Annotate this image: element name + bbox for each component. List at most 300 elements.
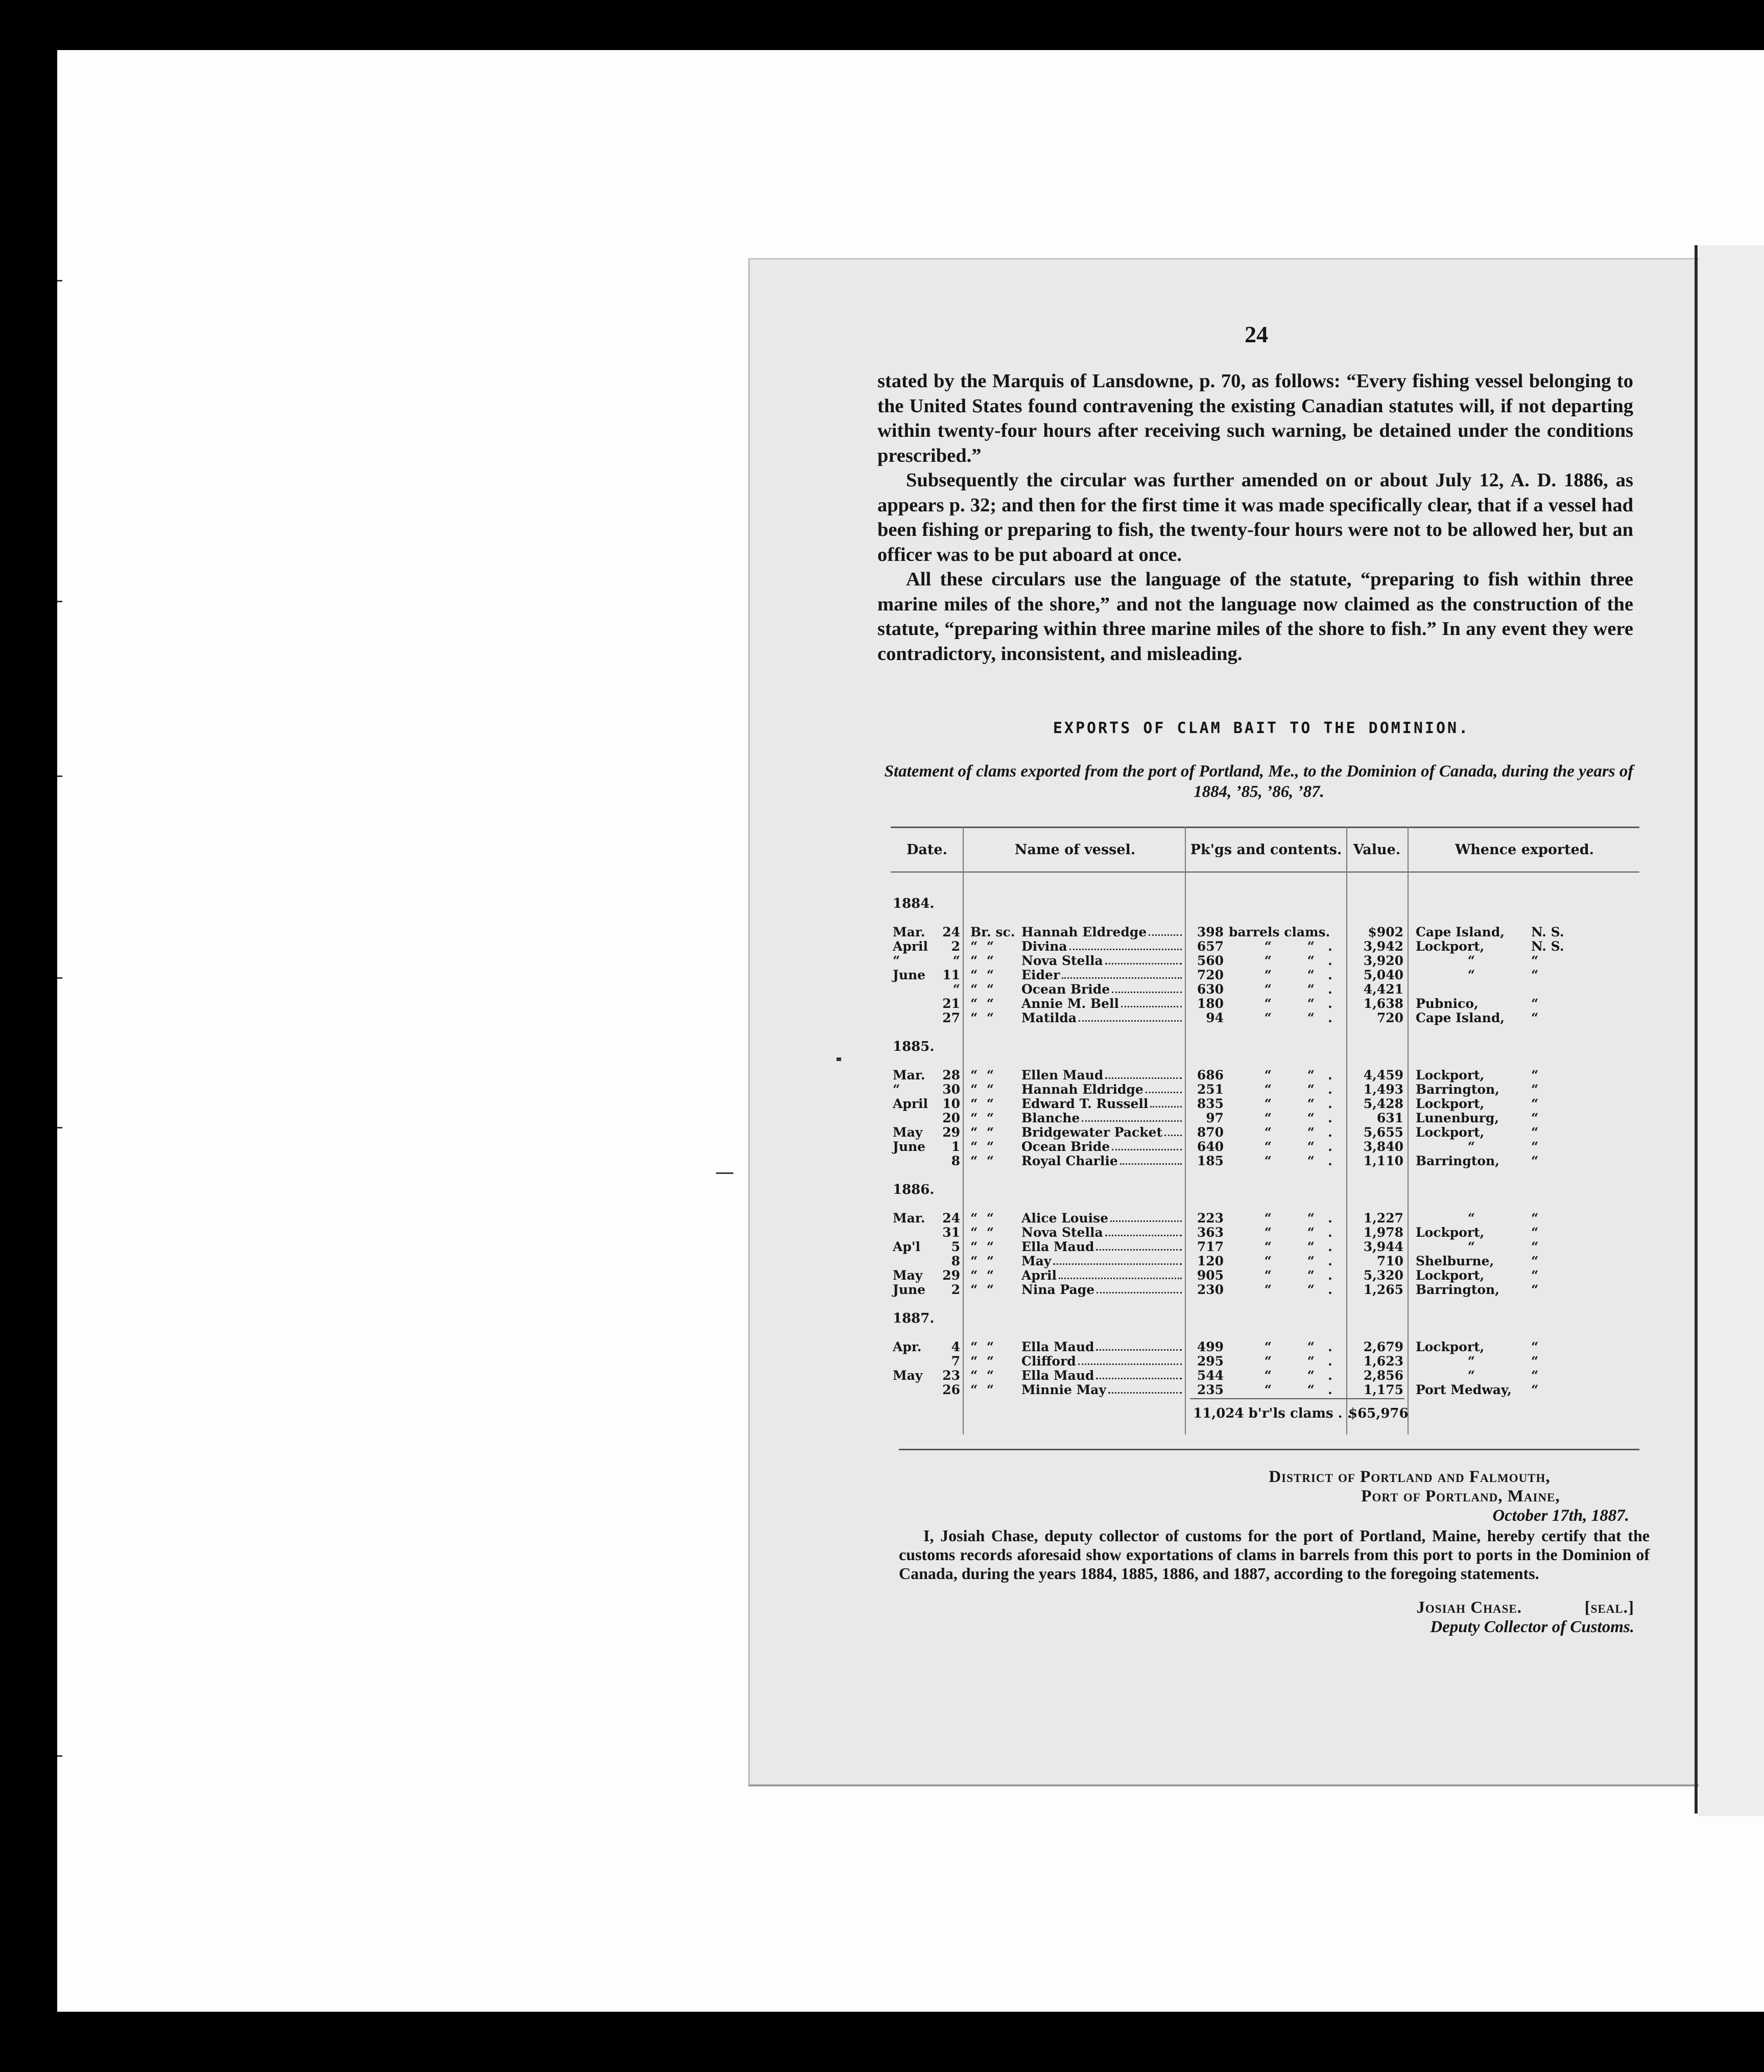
row-spacer (1193, 1326, 1344, 1340)
row-rig: “ “ (970, 1111, 994, 1125)
body-text (877, 369, 1633, 666)
row-vessel-name: Ocean Bride (1021, 982, 1110, 997)
row-contents (1193, 1097, 1344, 1111)
row-province: “ (1531, 1139, 1539, 1154)
row-date (893, 968, 960, 982)
row-packages: 544 (1197, 1368, 1224, 1383)
leader-dots (1108, 1383, 1182, 1394)
leader-dots (1105, 1068, 1182, 1079)
row-whence (1416, 1068, 1640, 1082)
row-vessel (970, 997, 1184, 1011)
leader-dots (1146, 1082, 1182, 1093)
row-contents-text: “ “ . (1229, 1082, 1332, 1097)
date-column (893, 897, 960, 1397)
header-value: Value. (1353, 842, 1401, 858)
row-vessel (970, 1125, 1184, 1140)
row-contents-text: “ “ . (1229, 1239, 1332, 1254)
row-spacer (893, 911, 960, 925)
row-contents (1193, 1340, 1344, 1354)
row-spacer (893, 1025, 960, 1040)
row-port: “ (1467, 1368, 1475, 1383)
row-date (893, 982, 960, 997)
year-label: 1884. (893, 896, 935, 911)
row-spacer (1348, 1297, 1403, 1311)
row-rig: “ “ (970, 1068, 994, 1082)
row-port: Barrington, (1416, 1082, 1499, 1097)
row-port: Shelburne, (1416, 1254, 1494, 1268)
certificate-text: I, Josiah Chase, deputy collector of customs for the port of Portland, Maine, hereby certify that the customs records aforesaid show exportations of clams in barrels from this port to ports in the Dominion of Canada, during the years 1884, 1885, 1886, and 1887, according to the foregoing statements. (899, 1526, 1650, 1583)
row-vessel (970, 1340, 1184, 1354)
leader-dots (1096, 1240, 1182, 1251)
row-month: April (893, 1096, 928, 1111)
row-day: 31 (942, 1225, 960, 1240)
row-spacer (893, 1326, 960, 1340)
row-port: Lunenburg, (1416, 1111, 1499, 1125)
row-vessel-name: Ellen Maud (1021, 1068, 1104, 1082)
row-value: 3,944 (1363, 1239, 1403, 1254)
leader-dots (1121, 997, 1182, 1007)
row-day: 24 (942, 1211, 960, 1226)
column-divider (1408, 827, 1409, 1434)
row-rig: “ “ (970, 1211, 994, 1226)
row-contents-text: “ “ . (1229, 1211, 1332, 1226)
row-vessel (970, 1082, 1184, 1097)
row-contents (1193, 925, 1344, 939)
row-vessel-name: Hannah Eldredge (1021, 925, 1147, 939)
row-whence (1416, 997, 1640, 1011)
row-value: 1,227 (1363, 1211, 1403, 1226)
row-vessel (970, 954, 1184, 968)
row-port: Lockport, (1416, 1068, 1485, 1082)
row-vessel-name: Ella Maud (1021, 1239, 1094, 1254)
row-contents-text: “ “ . (1229, 1254, 1332, 1268)
row-packages: 97 (1206, 1111, 1224, 1125)
row-vessel (970, 1097, 1184, 1111)
row-month: Mar. (893, 1211, 925, 1226)
row-date (893, 1082, 960, 1097)
row-value: 1,265 (1363, 1282, 1403, 1297)
row-rig: “ “ (970, 1382, 994, 1397)
row-day: 1 (951, 1139, 960, 1154)
value-column (1348, 897, 1403, 1397)
row-vessel (970, 1268, 1184, 1283)
row-value: 2,679 (1363, 1339, 1403, 1354)
leader-dots (1112, 982, 1182, 993)
leader-dots (1096, 1283, 1182, 1293)
row-province: “ (1531, 1239, 1539, 1254)
row-spacer (893, 1168, 960, 1183)
leader-dots (1150, 1097, 1182, 1108)
row-whence (1416, 925, 1640, 939)
row-vessel (970, 1154, 1184, 1168)
row-packages: 870 (1197, 1125, 1224, 1140)
row-province: “ (1531, 1354, 1539, 1369)
row-day: 24 (942, 925, 960, 939)
row-date (893, 997, 960, 1011)
row-spacer (1348, 897, 1403, 911)
row-month (893, 1383, 942, 1397)
row-port: “ (1467, 1354, 1475, 1369)
edge-mark (57, 1755, 62, 1757)
row-contents (1193, 1111, 1344, 1125)
row-value: 710 (1376, 1254, 1403, 1268)
row-contents (1193, 1154, 1344, 1168)
row-date (893, 1068, 960, 1082)
row-month: May (893, 1125, 923, 1140)
row-contents-text: “ “ . (1229, 996, 1332, 1011)
leader-dots (1112, 1140, 1182, 1150)
row-vessel-name: Nova Stella (1021, 953, 1103, 968)
row-rig: “ “ (970, 1125, 994, 1140)
table-top-rule (891, 827, 1639, 828)
row-whence (1416, 1211, 1640, 1226)
row-spacer (1416, 1054, 1640, 1068)
row-vessel-name: Alice Louise (1021, 1211, 1109, 1226)
row-vessel (970, 1254, 1184, 1268)
row-month (893, 1226, 942, 1240)
row-spacer (1193, 1040, 1344, 1054)
row-vessel-name: April (1021, 1268, 1057, 1283)
row-contents (1193, 1125, 1344, 1140)
row-value: 5,320 (1363, 1268, 1403, 1283)
row-month: June (893, 968, 926, 982)
row-spacer (893, 1197, 960, 1211)
row-vessel (970, 1068, 1184, 1082)
row-spacer (970, 1183, 1184, 1197)
row-spacer (893, 1054, 960, 1068)
row-day: 10 (942, 1096, 960, 1111)
row-contents-text: “ “ . (1229, 1339, 1332, 1354)
leader-dots (1079, 1011, 1182, 1022)
row-contents-text: “ “ . (1229, 1139, 1332, 1154)
row-date (893, 1154, 960, 1168)
page-number: 24 (1245, 321, 1268, 347)
leader-dots (1105, 1226, 1182, 1236)
row-spacer (1348, 911, 1403, 925)
row-packages: 235 (1197, 1382, 1224, 1397)
row-value: 1,175 (1363, 1382, 1403, 1397)
row-contents-text: “ “ . (1229, 1096, 1332, 1111)
row-province: “ (1531, 1211, 1539, 1226)
row-date (893, 1140, 960, 1154)
row-packages: 120 (1197, 1254, 1224, 1268)
row-port: “ (1467, 1239, 1475, 1254)
row-vessel-name: Ocean Bride (1021, 1139, 1110, 1154)
row-value: 3,920 (1363, 953, 1403, 968)
row-date (893, 1383, 960, 1397)
row-contents-text: “ “ . (1229, 1068, 1332, 1082)
table-bottom-rule (899, 1449, 1639, 1450)
row-contents (1193, 982, 1344, 997)
row-spacer (1193, 1183, 1344, 1197)
row-packages: 185 (1197, 1153, 1224, 1168)
row-packages: 717 (1197, 1239, 1224, 1254)
leader-dots (1059, 1268, 1182, 1279)
row-rig: “ “ (970, 1339, 994, 1354)
leader-dots (1110, 1211, 1182, 1222)
row-day: 20 (942, 1111, 960, 1125)
row-spacer (1348, 1183, 1403, 1197)
row-date (893, 1240, 960, 1254)
row-vessel (970, 1011, 1184, 1025)
row-contents (1193, 1283, 1344, 1297)
row-contents-text: “ “ . (1229, 1354, 1332, 1369)
row-contents (1193, 1354, 1344, 1369)
row-spacer (1416, 1297, 1640, 1311)
row-date (893, 1369, 960, 1383)
row-whence (1416, 1226, 1640, 1240)
row-spacer (1348, 1311, 1403, 1326)
row-whence (1416, 1082, 1640, 1097)
row-packages: 905 (1197, 1268, 1224, 1283)
edge-mark (57, 280, 62, 281)
row-rig: “ “ (970, 939, 994, 954)
row-vessel-name: Ella Maud (1021, 1339, 1094, 1354)
row-spacer (1193, 1025, 1344, 1040)
row-vessel (970, 1226, 1184, 1240)
row-contents (1193, 1082, 1344, 1097)
row-day: “ (952, 953, 960, 968)
row-province: “ (1531, 1125, 1539, 1140)
row-spacer (1193, 1197, 1344, 1211)
table-subtitle: Statement of clams exported from the port of Portland, Me., to the Dominion of Canada, during the years of 1884, ’85, ’86, ’87. (884, 762, 1634, 801)
row-date (893, 1354, 960, 1369)
row-contents (1193, 954, 1344, 968)
row-rig: “ “ (970, 1368, 994, 1383)
row-vessel (970, 1354, 1184, 1369)
row-value: 1,110 (1363, 1153, 1403, 1168)
row-province: “ (1531, 968, 1539, 982)
row-province: “ (1531, 1096, 1539, 1111)
row-vessel-name: Bridgewater Packet (1021, 1125, 1163, 1140)
row-contents (1193, 997, 1344, 1011)
row-province: N. S. (1531, 939, 1564, 954)
row-contents-text: “ “ . (1229, 1282, 1332, 1297)
row-value: 4,459 (1363, 1068, 1403, 1082)
row-port: Barrington, (1416, 1282, 1499, 1297)
row-contents-text: barrels clams. (1229, 925, 1330, 939)
row-province: “ (1531, 1282, 1539, 1297)
column-divider (1185, 827, 1186, 1434)
row-port: Lockport, (1416, 939, 1485, 954)
row-month (893, 997, 942, 1011)
row-day: 11 (942, 968, 960, 982)
row-rig: “ “ (970, 1282, 994, 1297)
row-port: Pubnico, (1416, 996, 1479, 1011)
row-vessel (970, 939, 1184, 954)
row-vessel-name: Minnie May (1021, 1382, 1107, 1397)
row-whence (1416, 1340, 1640, 1354)
row-contents (1193, 1383, 1344, 1397)
row-packages: 499 (1197, 1339, 1224, 1354)
row-month: June (893, 1139, 926, 1154)
row-spacer (1416, 1168, 1640, 1183)
row-value: 631 (1376, 1111, 1403, 1125)
signer-title: Deputy Collector of Customs. (1430, 1618, 1634, 1636)
row-spacer (970, 1054, 1184, 1068)
row-date (893, 1254, 960, 1268)
row-contents-text: “ “ . (1229, 1153, 1332, 1168)
paragraph: All these circulars use the language of the statute, “preparing to fish within three marine miles of the shore,” and not the language now claimed as the construction of the statute, “preparing within three marine miles of the shore to fish.” In any event they were contradictory, inconsistent, and misleading. (877, 569, 1633, 665)
row-vessel-name: Nina Page (1021, 1282, 1095, 1297)
row-rig: “ “ (970, 1354, 994, 1369)
row-vessel-name: Hannah Eldridge (1021, 1082, 1143, 1097)
row-day: 21 (942, 996, 960, 1011)
row-rig: Br. sc. (970, 925, 1015, 939)
row-day: 23 (942, 1368, 960, 1383)
row-packages: 223 (1197, 1211, 1224, 1226)
row-whence (1416, 1097, 1640, 1111)
row-day: 2 (951, 939, 960, 954)
row-contents-text: “ “ . (1229, 1382, 1332, 1397)
leader-dots (1164, 1125, 1182, 1136)
row-vessel-name: May (1021, 1254, 1052, 1268)
row-whence (1416, 982, 1640, 997)
row-spacer (970, 1326, 1184, 1340)
row-value: 3,840 (1363, 1139, 1403, 1154)
header-date: Date. (907, 842, 947, 858)
row-province: N. S. (1531, 925, 1564, 939)
row-spacer (1416, 897, 1640, 911)
row-date (893, 1011, 960, 1025)
row-vessel (970, 1383, 1184, 1397)
row-month: “ (893, 953, 900, 968)
row-vessel (970, 1140, 1184, 1154)
row-port: Lockport, (1416, 1268, 1485, 1283)
header-rule (891, 872, 1639, 873)
row-value: 5,655 (1363, 1125, 1403, 1140)
leader-dots (1082, 1111, 1182, 1122)
row-rig: “ “ (970, 1268, 994, 1283)
row-contents-text: “ “ . (1229, 1225, 1332, 1240)
row-contents (1193, 1211, 1344, 1226)
row-whence (1416, 1283, 1640, 1297)
edge-mark (57, 775, 62, 777)
row-date (893, 1226, 960, 1240)
row-date (893, 1125, 960, 1140)
paragraph: stated by the Marquis of Lansdowne, p. 70, as follows: “Every fishing vessel belonging to the United States found contravening the existing Canadian statutes will, if not departing within twenty-four hours after receiving such warning, be detained under the conditions prescribed.” (877, 370, 1633, 466)
row-whence (1416, 1125, 1640, 1140)
row-value: 1,623 (1363, 1354, 1403, 1369)
row-port: Barrington, (1416, 1153, 1499, 1168)
row-month: Mar. (893, 1068, 925, 1082)
row-port: “ (1467, 1139, 1475, 1154)
row-province: “ (1531, 1339, 1539, 1354)
row-spacer (1193, 1168, 1344, 1183)
row-vessel (970, 1283, 1184, 1297)
row-day: “ (952, 982, 960, 997)
row-spacer (1348, 1326, 1403, 1340)
row-value: 1,493 (1363, 1082, 1403, 1097)
row-port: Lockport, (1416, 1096, 1485, 1111)
edge-mark (57, 977, 62, 979)
row-whence (1416, 1268, 1640, 1283)
row-contents (1193, 1254, 1344, 1268)
certificate-body (899, 1526, 1650, 1583)
row-month: April (893, 939, 928, 954)
row-day: 28 (942, 1068, 960, 1082)
row-day: 8 (951, 1153, 960, 1168)
row-spacer (970, 1297, 1184, 1311)
leader-dots (1062, 968, 1182, 979)
row-day: 7 (951, 1354, 960, 1369)
contents-column (1193, 897, 1344, 1397)
row-value: 4,421 (1363, 982, 1403, 997)
row-whence (1416, 1254, 1640, 1268)
row-value: 5,040 (1363, 968, 1403, 982)
row-spacer (1348, 1040, 1403, 1054)
row-contents (1193, 1226, 1344, 1240)
row-contents (1193, 1268, 1344, 1283)
row-province: “ (1531, 1111, 1539, 1125)
row-province: “ (1531, 1268, 1539, 1283)
row-port: Lockport, (1416, 1339, 1485, 1354)
row-spacer (893, 1297, 960, 1311)
row-rig: “ “ (970, 1010, 994, 1025)
row-vessel-name: Clifford (1021, 1354, 1076, 1369)
row-port (1416, 982, 1527, 997)
row-whence (1416, 1011, 1640, 1025)
row-month: Ap'l (893, 1239, 921, 1254)
row-port: Lockport, (1416, 1125, 1485, 1140)
row-whence (1416, 1383, 1640, 1397)
certificate-port: Port of Portland, Maine, (1361, 1487, 1560, 1505)
leader-dots (1120, 1154, 1182, 1165)
row-whence (1416, 1111, 1640, 1125)
row-port: Lockport, (1416, 1225, 1485, 1240)
row-whence (1416, 1154, 1640, 1168)
row-spacer (970, 897, 1184, 911)
row-vessel-name: Royal Charlie (1021, 1153, 1118, 1168)
row-vessel-name: Nova Stella (1021, 1225, 1103, 1240)
row-day: 27 (942, 1010, 960, 1025)
row-day: 8 (951, 1254, 960, 1268)
row-contents-text: “ “ . (1229, 1268, 1332, 1283)
row-spacer (1416, 1183, 1640, 1197)
row-value: 3,942 (1363, 939, 1403, 954)
row-day: 29 (942, 1125, 960, 1140)
row-province: “ (1531, 1082, 1539, 1097)
row-spacer (1348, 1197, 1403, 1211)
row-port: Port Medway, (1416, 1382, 1512, 1397)
row-whence (1416, 1369, 1640, 1383)
edge-mark (57, 601, 62, 602)
row-day: 4 (951, 1339, 960, 1354)
adjacent-page-strip (1699, 245, 1764, 1816)
year-label: 1887. (893, 1311, 935, 1326)
row-contents (1193, 1011, 1344, 1025)
row-day: 2 (951, 1282, 960, 1297)
row-date (893, 954, 960, 968)
row-rig: “ “ (970, 982, 994, 997)
row-month: Mar. (893, 925, 925, 939)
row-contents-text: “ “ . (1229, 953, 1332, 968)
row-contents (1193, 1240, 1344, 1254)
row-packages: 230 (1197, 1282, 1224, 1297)
row-packages: 94 (1206, 1010, 1224, 1025)
row-packages: 398 (1197, 925, 1224, 939)
row-vessel (970, 925, 1184, 939)
row-packages: 363 (1197, 1225, 1224, 1240)
row-date (893, 939, 960, 954)
row-date (893, 1340, 960, 1354)
header-vessel: Name of vessel. (1014, 842, 1136, 858)
total-value: $65,976 (1348, 1406, 1409, 1421)
row-spacer (970, 1025, 1184, 1040)
row-rig: “ “ (970, 1254, 994, 1268)
row-whence (1416, 954, 1640, 968)
leader-dots (1149, 925, 1182, 936)
